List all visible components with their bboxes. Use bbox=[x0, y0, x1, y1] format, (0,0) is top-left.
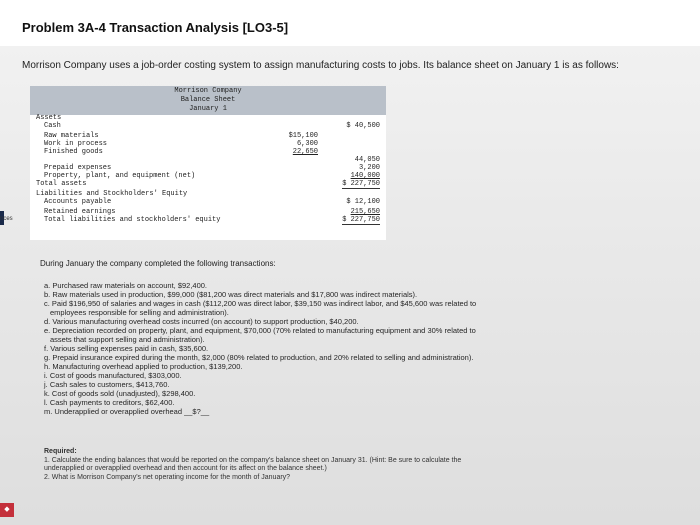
transaction-b: b. Raw materials used in production, $99,000 ($81,200 was direct materials and $17,800 was indirect materials). bbox=[44, 290, 418, 299]
required-1-continued: underapplied or overapplied overhead and then account for its affect on the balance sheet.) bbox=[44, 465, 327, 472]
cash-value: $ 40,500 bbox=[346, 122, 380, 130]
transactions-intro: During January the company completed the following transactions: bbox=[40, 259, 276, 268]
cash-label: Cash bbox=[44, 122, 61, 130]
required-2: 2. What is Morrison Company's net operating income for the month of January? bbox=[44, 473, 291, 481]
work-in-process-value: 6,300 bbox=[296, 140, 318, 148]
work-in-process-row bbox=[30, 140, 386, 148]
transaction-m: m. Underapplied or overapplied overhead __$?__ bbox=[44, 407, 210, 416]
sheet-name: Balance Sheet bbox=[180, 96, 236, 104]
finished-goods-label: Finished goods bbox=[44, 148, 103, 156]
cash-row bbox=[30, 122, 386, 130]
total-assets-label: Total assets bbox=[36, 180, 87, 188]
total-le-row bbox=[30, 216, 386, 224]
transaction-c: c. Paid $196,950 of salaries and wages in cash ($112,200 was direct labor, $39,150 was indirect labor, and $45,600 was related to bbox=[44, 299, 477, 308]
transaction-j: j. Cash sales to customers, $413,760. bbox=[44, 380, 170, 389]
retained-earnings-value: 215,650 bbox=[350, 208, 380, 216]
inventory-total-value: 44,050 bbox=[354, 156, 380, 164]
raw-materials-value: $15,100 bbox=[288, 132, 318, 140]
retained-earnings-label: Retained earnings bbox=[44, 208, 116, 216]
corner-badge-icon: ◆ bbox=[0, 503, 14, 517]
prepaid-label: Prepaid expenses bbox=[44, 164, 112, 172]
problem-title: Problem 3A-4 Transaction Analysis [LO3-5] bbox=[22, 20, 289, 35]
ppe-label: Property, plant, and equipment (net) bbox=[44, 172, 196, 180]
sheet-date: January 1 bbox=[189, 105, 227, 113]
transaction-e-continued: assets that support selling and administration). bbox=[50, 335, 205, 344]
finished-goods-row bbox=[30, 148, 386, 156]
transaction-a: a. Purchased raw materials on account, $92,400. bbox=[44, 281, 208, 290]
required-heading: Required: bbox=[44, 448, 77, 455]
transaction-h: h. Manufacturing overhead applied to production, $139,200. bbox=[44, 362, 243, 371]
balance-sheet bbox=[30, 86, 386, 240]
transaction-g: g. Prepaid insurance expired during the month, $2,000 (80% related to production, and 20% related to selling and administration). bbox=[44, 353, 474, 362]
total-assets-value: $ 227,750 bbox=[342, 180, 380, 188]
ppe-value: 140,000 bbox=[350, 172, 380, 180]
company-name: Morrison Company bbox=[174, 87, 242, 95]
prepaid-row bbox=[30, 164, 386, 172]
raw-materials-label: Raw materials bbox=[44, 132, 99, 140]
header-area bbox=[0, 0, 700, 46]
balance-sheet-body bbox=[30, 114, 386, 240]
liabilities-heading: Liabilities and Stockholders' Equity bbox=[36, 190, 188, 198]
balance-sheet-header bbox=[30, 86, 386, 115]
total-le-value: $ 227,750 bbox=[342, 216, 380, 224]
assets-heading: Assets bbox=[36, 114, 62, 122]
inventory-total-row bbox=[30, 156, 386, 164]
transaction-i: i. Cost of goods manufactured, $303,000. bbox=[44, 371, 182, 380]
accounts-payable-value: $ 12,100 bbox=[346, 198, 380, 206]
liabilities-heading-row bbox=[30, 190, 386, 198]
total-le-label: Total liabilities and stockholders' equity bbox=[44, 216, 221, 224]
transactions-list bbox=[44, 281, 644, 416]
raw-materials-row bbox=[30, 132, 386, 140]
ppe-row bbox=[30, 172, 386, 180]
prepaid-value: 3,200 bbox=[358, 164, 380, 172]
intro-text: Morrison Company uses a job-order costing system to assign manufacturing costs to jobs. Its balance sheet on January 1 is as follows: bbox=[22, 60, 619, 71]
finished-goods-value: 22,650 bbox=[292, 148, 318, 156]
accounts-payable-label: Accounts payable bbox=[44, 198, 112, 206]
transaction-c-continued: employees responsible for selling and administration). bbox=[50, 308, 229, 317]
assets-heading-row bbox=[30, 114, 386, 122]
transaction-k: k. Cost of goods sold (unadjusted), $298,400. bbox=[44, 389, 196, 398]
transaction-d: d. Various manufacturing overhead costs incurred (on account) to support production, $40,200. bbox=[44, 317, 359, 326]
retained-earnings-row bbox=[30, 208, 386, 216]
transaction-f: f. Various selling expenses paid in cash, $35,600. bbox=[44, 344, 209, 353]
required-section bbox=[44, 448, 644, 482]
total-assets-row bbox=[30, 180, 386, 188]
work-in-process-label: Work in process bbox=[44, 140, 108, 148]
transaction-l: l. Cash payments to creditors, $62,400. bbox=[44, 398, 175, 407]
accounts-payable-row bbox=[30, 198, 386, 206]
transaction-e: e. Depreciation recorded on property, plant, and equipment, $70,000 (70% related to manufacturing equipment and 30% related to bbox=[44, 326, 476, 335]
required-1: 1. Calculate the ending balances that would be reported on the company's balance sheet on January 31. (Hint: Be sure to calculate the bbox=[44, 456, 462, 464]
side-mark-text: nces bbox=[0, 216, 13, 222]
